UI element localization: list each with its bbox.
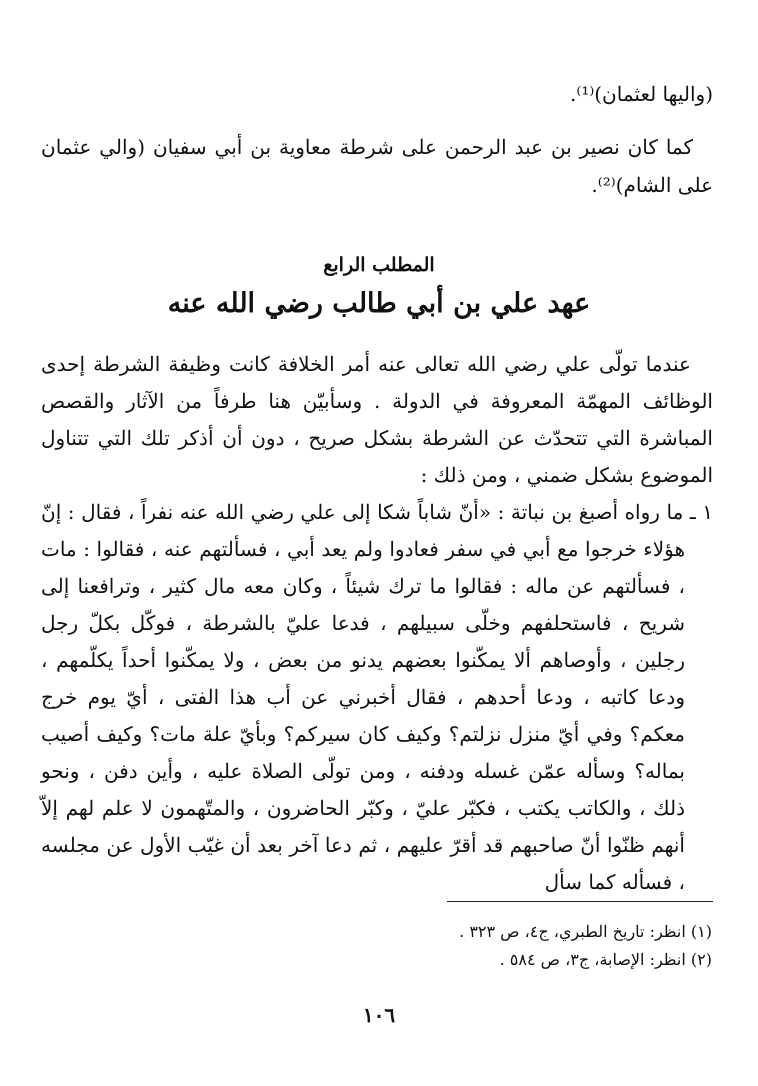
paragraph-nusayr: كما كان نصير بن عبد الرحمن على شرطة معاوية بن أبي سفيان (والي عثمان على الشام)⁽²⁾. <box>41 135 713 197</box>
continued-paragraph: (واليها لعثمان)⁽¹⁾. <box>570 82 713 106</box>
section-title: عهد علي بن أبي طالب رضي الله عنه <box>167 288 591 319</box>
intro-paragraph: عندما تولّى علي رضي الله تعالى عنه أمر الخلافة كانت وظيفة الشرطة إحدى الوظائف المهمّة المعروفة في الدولة . وسأبيّن هنا طرفاً من الآثار والقصص المباشرة التي تتحدّث عن الشرطة بشكل صريح ، دون أن أذكر تلك التي تتناول الموضوع بشكل ضمني ، ومن ذلك : <box>41 352 713 487</box>
page-number: ١٠٦ <box>362 1003 396 1027</box>
footnote-1: (١) انظر: تاريخ الطبري، ج٤، ص ٣٢٣ . <box>459 922 712 941</box>
footnote-divider <box>447 901 713 902</box>
footnote-2: (٢) انظر: الإصابة، ج٣، ص ٥٨٤ . <box>499 950 712 969</box>
section-label: المطلب الرابع <box>323 254 435 276</box>
numbered-item-1: ١ ـ ما رواه أصبغ بن نباتة : «أنّ شاباً شكا إلى علي رضي الله عنه نفراً ، فقال : إنّ هؤلاء خرجوا مع أبي في سفر فعادوا ولم يعد أبي ، فسألتهم عنه ، فقالوا : مات ، فسألتهم عن ماله : فقالوا ما ترك شيئاً ، وكان معه مال كثير ، وترافعنا إلى شريح ، فاستحلفهم وخلّى سبيلهم ، فدعا عليّ بالشرطة ، فوكّل بكلّ رجل رجلين ، وأوصاهم ألا يمكّنوا بعضهم يدنو من بعض ، ولا يمكّنوا أحداً يكلّمهم ، ودعا كاتبه ، ودعا أحدهم ، فقال أخبرني عن أب هذا الفتى ، أيّ يوم خرج معكم؟ وفي أيّ منزل نزلتم؟ وكيف كان سيركم؟ وبأيّ علة مات؟ وكيف أصيب بماله؟ وسأله عمّن غسله ودفنه ، ومن تولّى الصلاة عليه ، وأين دفن ، ونحو ذلك ، والكاتب يكتب ، فكبّر عليّ ، وكبّر الحاضرون ، والمتّهمون لا علم لهم إلاّ أنهم ظنّوا أنّ صاحبهم قد أقرّ عليهم ، ثم دعا آخر بعد أن غيّب الأول عن مجلسه ، فسأله كما سأل <box>41 500 713 894</box>
